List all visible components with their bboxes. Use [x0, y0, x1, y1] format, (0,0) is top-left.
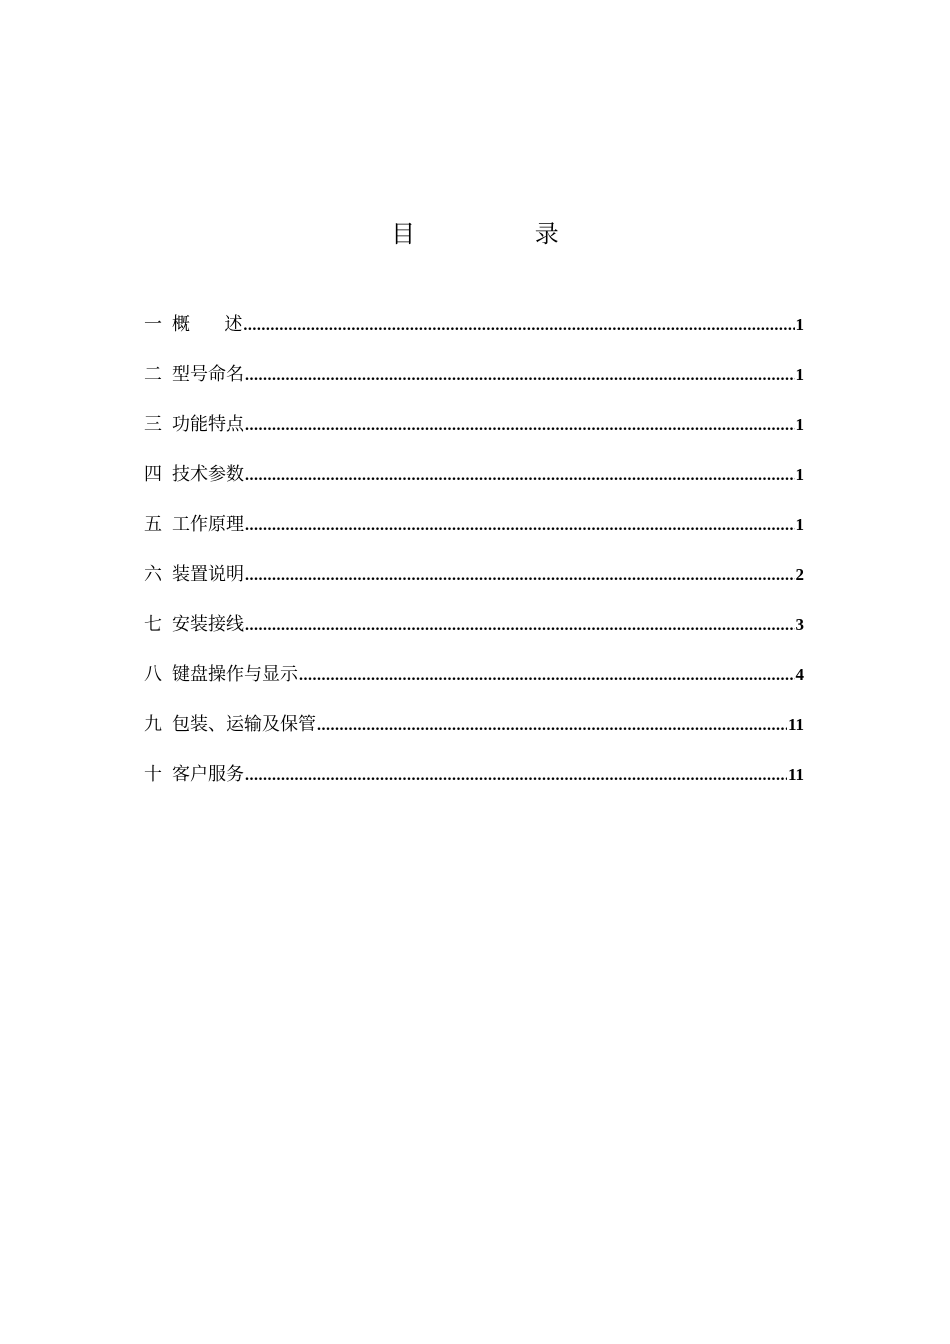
- toc-leader-dots: [245, 611, 795, 641]
- toc-entry-number: 二: [144, 364, 162, 385]
- toc-entry-label: 包装、运输及保管: [172, 714, 316, 735]
- toc-leader-dots: [317, 711, 787, 741]
- toc-entry-number: 一: [144, 314, 162, 335]
- toc-entry-number: 八: [144, 664, 162, 685]
- toc-entry[interactable]: [144, 760, 804, 810]
- toc-entry-page: 1: [795, 465, 804, 484]
- toc-list: [144, 310, 804, 810]
- toc-entry[interactable]: [144, 460, 804, 510]
- toc-entry-page: 11: [787, 715, 804, 734]
- toc-entry-page: 2: [795, 565, 804, 584]
- toc-entry[interactable]: [144, 360, 804, 410]
- toc-entry-page: 1: [795, 365, 804, 384]
- toc-entry-label: 功能特点: [172, 414, 244, 435]
- toc-entry-label: 安装接线: [172, 614, 244, 635]
- toc-entry-page: 1: [795, 515, 804, 534]
- toc-entry-label: 概 述: [172, 314, 243, 335]
- toc-entry[interactable]: [144, 510, 804, 560]
- toc-entry-number: 十: [144, 764, 162, 785]
- toc-leader-dots: [245, 761, 787, 791]
- toc-entry-page: 4: [795, 665, 804, 684]
- toc-entry-page: 1: [795, 415, 804, 434]
- toc-entry[interactable]: [144, 310, 804, 360]
- toc-leader-dots: [245, 511, 795, 541]
- toc-entry-number: 五: [144, 514, 162, 535]
- toc-entry[interactable]: [144, 710, 804, 760]
- toc-entry-page: 1: [795, 315, 804, 334]
- toc-entry[interactable]: [144, 410, 804, 460]
- toc-entry-page: 11: [787, 765, 804, 784]
- toc-entry-label: 键盘操作与显示: [172, 664, 298, 685]
- toc-leader-dots: [245, 361, 795, 391]
- toc-entry-number: 六: [144, 564, 162, 585]
- toc-entry-number: 七: [144, 614, 162, 635]
- toc-entry-label: 装置说明: [172, 564, 244, 585]
- toc-entry-label: 客户服务: [172, 764, 244, 785]
- toc-entry-label: 技术参数: [172, 464, 244, 485]
- toc-entry[interactable]: [144, 560, 804, 610]
- toc-entry-label: 工作原理: [172, 514, 244, 535]
- toc-entry-number: 三: [144, 414, 162, 435]
- toc-leader-dots: [245, 561, 795, 591]
- toc-leader-dots: [245, 461, 795, 491]
- toc-entry-number: 四: [144, 464, 162, 485]
- toc-entry-label: 型号命名: [172, 364, 244, 385]
- toc-entry[interactable]: [144, 610, 804, 660]
- toc-title: 目 录: [391, 220, 615, 248]
- toc-entry-page: 3: [795, 615, 804, 634]
- toc-leader-dots: [299, 661, 795, 691]
- toc-entry-number: 九: [144, 714, 162, 735]
- toc-leader-dots: [245, 411, 795, 441]
- toc-entry[interactable]: [144, 660, 804, 710]
- toc-leader-dots: [243, 311, 794, 341]
